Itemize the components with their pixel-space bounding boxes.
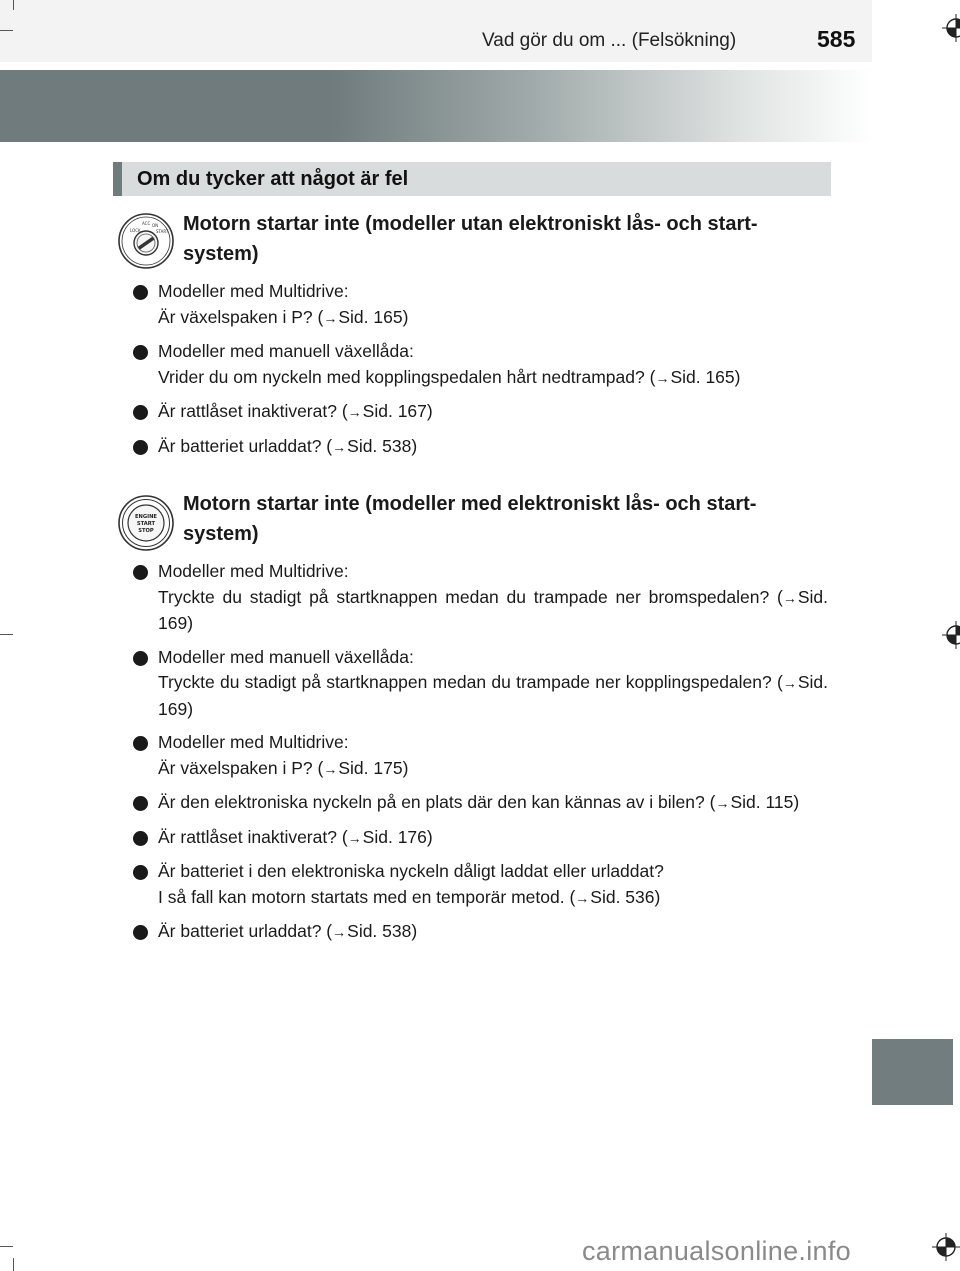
item-text: Är rattlåset inaktiverat? xyxy=(158,401,337,421)
icon-label-lock: LOCK xyxy=(130,228,141,233)
bullet-dot xyxy=(133,405,148,420)
item-text: Modeller med manuell växellåda: xyxy=(158,646,414,667)
section-heading-bar xyxy=(113,162,831,196)
ref-arrow-icon: → xyxy=(332,924,347,940)
page-reference-link[interactable]: Sid. 167 xyxy=(362,401,427,421)
list-item: Modeller med manuell växellåda: Vrider du om nyckeln med kopplingspedalen hårt nedtrampad? (→Sid. 165) xyxy=(133,339,828,391)
crop-mark xyxy=(13,0,14,10)
page-reference-link[interactable]: Sid. 175 xyxy=(338,757,403,778)
bullet-dot xyxy=(133,345,148,360)
icon-label-acc: ACC xyxy=(142,221,151,226)
crop-mark xyxy=(0,634,13,635)
item-text: Modeller med Multidrive: xyxy=(158,281,349,301)
bullet-dot xyxy=(133,651,148,666)
list-item: Modeller med manuell växellåda: Tryckte du stadigt på startknappen medan du trampade ner kopplingspedalen? (→Sid. 169) xyxy=(133,645,828,723)
list-item: Är batteriet urladdat? (→Sid. 538) xyxy=(133,919,828,946)
header-strip xyxy=(0,0,872,62)
list-item: Är den elektroniska nyckeln på en plats där den kan kännas av i bilen? (→Sid. 115) xyxy=(133,790,828,817)
page-reference-link[interactable]: Sid. 536 xyxy=(590,886,655,907)
ref-arrow-icon: → xyxy=(332,438,347,455)
bullet-dot xyxy=(133,925,148,940)
ref-arrow-icon: → xyxy=(323,309,338,326)
icon-label-start: START xyxy=(156,229,169,234)
chapter-side-tab xyxy=(872,1039,953,1105)
bullet-list xyxy=(133,559,828,954)
item-text: Är batteriet urladdat? xyxy=(158,921,322,941)
page-title: Vad gör du om ... (Felsökning) xyxy=(482,30,737,51)
ref-arrow-icon: → xyxy=(655,369,670,386)
registration-mark-icon xyxy=(932,1233,960,1261)
ref-arrow-icon: → xyxy=(347,829,362,846)
watermark: carmanualsonline.info xyxy=(582,1236,851,1266)
engine-start-stop-button-icon xyxy=(118,495,174,551)
item-text: Tryckte du stadigt på startknappen medan du trampade ner kopplingspedalen? xyxy=(158,672,772,692)
page-reference-link[interactable]: Sid. 538 xyxy=(347,921,412,941)
page-reference-link[interactable]: Sid. 115 xyxy=(730,792,794,812)
item-text: Är växelspaken i P? xyxy=(158,306,313,327)
page-reference-link[interactable]: Sid. 538 xyxy=(347,435,412,456)
bullet-dot xyxy=(133,831,148,846)
registration-mark-icon xyxy=(942,14,960,42)
ref-arrow-icon: → xyxy=(347,404,362,420)
icon-label-start: START xyxy=(136,521,156,527)
item-text: Modeller med manuell växellåda: xyxy=(158,341,414,361)
item-text: Är batteriet i den elektroniska nyckeln dåligt laddat eller urladdat? xyxy=(158,861,664,881)
crop-mark xyxy=(0,30,13,31)
list-item: Modeller med Multidrive: Är växelspaken i P? (→Sid. 165) xyxy=(133,279,828,331)
item-text: Vrider du om nyckeln med kopplingspedalen hårt nedtrampad? xyxy=(158,366,645,387)
bullet-dot xyxy=(133,440,148,455)
registration-mark-icon xyxy=(942,621,960,649)
bullet-list xyxy=(133,279,828,468)
list-item: Modeller med Multidrive: Tryckte du stadigt på startknappen medan du trampade ner bromspedalen? (→Sid. 169) xyxy=(133,559,828,637)
ref-arrow-icon: → xyxy=(782,675,797,691)
icon-label-on: ON xyxy=(152,223,159,228)
item-text: Modeller med Multidrive: xyxy=(158,561,349,581)
ref-arrow-icon: → xyxy=(323,760,338,777)
section-title: Om du tycker att något är fel xyxy=(137,168,409,190)
ref-arrow-icon: → xyxy=(715,795,730,811)
page-reference-link[interactable]: Sid. 176 xyxy=(362,826,427,847)
subsection-heading: Motorn startar inte (modeller utan elektroniskt lås- och start-system) xyxy=(183,213,758,265)
bullet-dot xyxy=(133,865,148,880)
crop-mark xyxy=(13,1258,14,1271)
list-item: Är rattlåset inaktiverat? (→Sid. 167) xyxy=(133,399,828,426)
item-text: I så fall kan motorn startats med en temporär metod. xyxy=(158,886,565,907)
ref-arrow-icon: → xyxy=(782,589,797,606)
bullet-dot xyxy=(133,565,148,580)
item-text: Tryckte du stadigt på startknappen medan du trampade ner bromspedalen? xyxy=(158,586,770,607)
page-reference-link[interactable]: Sid. 165 xyxy=(670,366,735,387)
list-item: Är batteriet urladdat? (→Sid. 538) xyxy=(133,434,828,461)
icon-label-engine: ENGINE xyxy=(135,514,157,520)
bullet-dot xyxy=(133,285,148,300)
ignition-key-cylinder-icon xyxy=(118,213,174,269)
crop-mark xyxy=(0,1246,13,1247)
bullet-dot xyxy=(133,736,148,751)
item-text: Modeller med Multidrive: xyxy=(158,732,349,752)
subsection-heading: Motorn startar inte (modeller med elektroniskt lås- och start-system) xyxy=(183,493,757,545)
item-text: Är batteriet urladdat? xyxy=(158,435,322,456)
page-reference-link[interactable]: Sid. 169 xyxy=(158,586,828,633)
bullet-dot xyxy=(133,796,148,811)
item-text: Är rattlåset inaktiverat? xyxy=(158,826,337,847)
page-reference-link[interactable]: Sid. 165 xyxy=(338,306,403,327)
item-text: Är växelspaken i P? xyxy=(158,757,313,778)
chapter-banner xyxy=(0,70,872,142)
icon-label-stop: STOP xyxy=(138,528,154,534)
page-reference-link[interactable]: Sid. 169 xyxy=(158,672,828,719)
item-text: Är den elektroniska nyckeln på en plats där den kan kännas av i bilen? xyxy=(158,792,705,812)
list-item: Är batteriet i den elektroniska nyckeln dåligt laddat eller urladdat? I så fall kan motorn startats med en temporär metod. (→Sid. 536) xyxy=(133,859,828,911)
page-number: 585 xyxy=(817,26,856,52)
list-item: Modeller med Multidrive: Är växelspaken i P? (→Sid. 175) xyxy=(133,730,828,782)
ref-arrow-icon: → xyxy=(575,889,590,906)
list-item: Är rattlåset inaktiverat? (→Sid. 176) xyxy=(133,825,828,852)
